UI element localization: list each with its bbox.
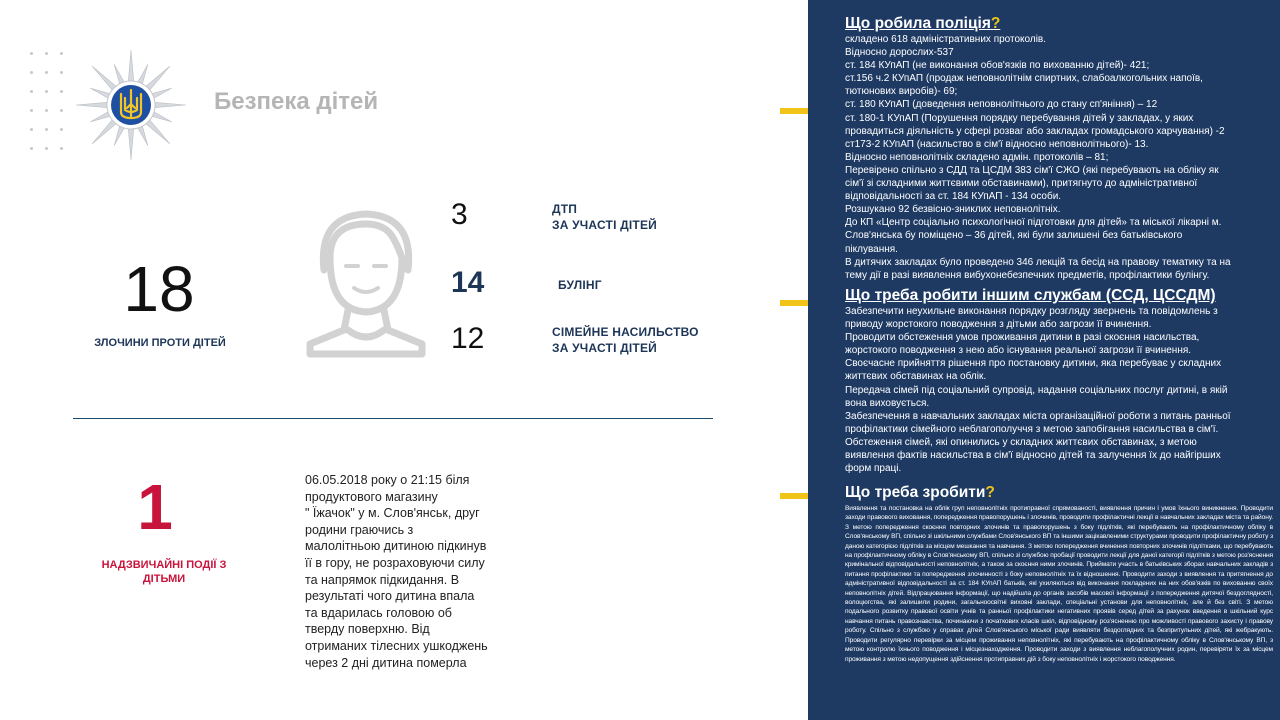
services-action-line: Проводити обстеження умов проживання дитини в разі скоєння насильства, bbox=[845, 332, 1200, 344]
incident-line: через 2 дні дитина померла bbox=[305, 655, 467, 670]
incident-line: тверду поверхню. Від bbox=[305, 622, 430, 637]
incident-line: та вдарилась головою об bbox=[305, 605, 452, 620]
incident-line: її в гору, не розраховуючи силу bbox=[305, 555, 485, 570]
services-action-line: Передача сімей під соціальний супровід, надання соціальних послуг дитині, в якій bbox=[845, 384, 1228, 396]
police-action-line: Розшукано 92 безвісно-зниклих неповнолітніх. bbox=[845, 204, 1061, 216]
police-action-line: сім'ї зі складними життєвими обставинами), притягнуто до адміністративної bbox=[845, 178, 1198, 190]
stat-label-bullying: БУЛІНГ bbox=[558, 278, 602, 292]
todo-text: Виявлення та постановка на облік груп неповнолітніх протиправної спрямованості, виявлення причин і умов їхнього виникнення. Проводити заходи правового виховання, попередження правопорушень і злочинів, проводити профілактичні лекції в навчальних закладах міста та району. З метою попередження скоєння повторних злочинів та правопорушень з боку підлітків, які перебувають на профілактичному обліку в Слов'янському ВП, спільно зі шкільними службами Слов'янського ВП та іншими зацікавленими структурами проводити профілактичну роботу з даною категорією підлітків за місцем мешкання та навчання. З метою попередження вчинення повторних злочинів підлітками, що перебувають на профілактичному обліку в Слов'янському ВП, спільно зі службою пробації проводити лекції для даної категорії підлітків з метою роз'яснення кримінальної відповідальності неповнолітніх, а також за скоєння ними злочинів. Приймати участь в батьківських зборах навчальних закладів з питання профілактики та попередження злочинності з боку неповнолітніх та їх відношення. Проводити заходи з виявлення та притягнення до адміністративної відповідальності за ст. 184 КУпАП батьків, які ухиляються від виконання покладених на них обов'язків по вихованню своїх неповнолітніх дітей. Відпрацювання інформації, що надійшла до органів засобів масової інформації з попередження дитячої бездоглядності, волоцюгства, які залишили родини, загальноосвітні виховні заклади, спеціальні установи для неповнолітніх, але й без світі. З метою подального розвитку правової освіти учнів та ранньої профілактики негативних проявів серед дітей за рахунок введення в шкільний курс навчання питань правознавства, починаючи з початкових класів шкіл, відповідному роз'ясненню про можливості правового захисту і правову роботу. Спільно з службою у справах дітей Слов'янського міської ради виявляти бездоглядних та безпритульних дітей, які жебракують. Проводити регулярно перевірки за місцем проживання неповнолітніх, які перебувають на профілактичному обліку в Слов'янському ВП, з метою контролю їхнього поводження і місцезнаходження. Проводити заходи з виявлення неблагополучних родин, перевіряти їх за місцем проживання з метою недопущення здійснення протиправних дій з боку неповнолітніх і жорстокого поводження. bbox=[845, 505, 1273, 663]
crimes-label: ЗЛОЧИНИ ПРОТИ ДІТЕЙ bbox=[94, 337, 226, 349]
child-avatar-icon bbox=[304, 202, 428, 360]
services-action-line: профілактики сімейного неблагополуччя з метою запобігання насильства в сім'ї. bbox=[845, 423, 1219, 435]
police-action-line: тему дії в разі виявлення вибухонебезпечних предметів, профілактики булінгу. bbox=[845, 269, 1210, 281]
stat-label-family-violence: СІМЕЙНЕ НАСИЛЬСТВО ЗА УЧАСТІ ДІТЕЙ bbox=[552, 325, 699, 355]
incident-line: " Їжачок" у м. Слов'янськ, друг bbox=[305, 506, 480, 521]
stat-value-bullying: 14 bbox=[451, 266, 485, 299]
incident-line: продуктового магазину bbox=[305, 489, 438, 504]
police-action-line: ст.156 ч.2 КУпАП (продаж неповнолітнім спиртних, слабоалкогольних напоїв, bbox=[845, 73, 1203, 85]
services-actions-text bbox=[845, 305, 1271, 475]
police-emblem-icon bbox=[74, 48, 188, 162]
page-title: Безпека дітей bbox=[214, 88, 379, 115]
incident-line: та напрямок підкидання. В bbox=[305, 572, 460, 587]
services-action-line: Своєчасне прийняття рішення про постановку дитини, яка перебуває у складних bbox=[845, 358, 1222, 370]
police-action-line: Слов'янська бу поміщено – 36 дітей, які були залишені без батьківського bbox=[845, 230, 1183, 242]
police-action-line: До КП «Центр соціально психологічної підготовки для дітей» та міської лікарні м. bbox=[845, 217, 1222, 229]
police-action-line: складено 618 адміністративних протоколів. bbox=[845, 34, 1047, 45]
stat-value-family-violence: 12 bbox=[451, 322, 485, 355]
decorative-dot-grid bbox=[30, 52, 64, 156]
police-action-line: ст173-2 КУпАП (насильство в сім'ї відносно неповнолітнього)- 13. bbox=[845, 138, 1149, 150]
info-panel bbox=[808, 0, 1280, 720]
section-divider bbox=[73, 418, 713, 419]
incident-description bbox=[305, 472, 505, 671]
police-action-line: провадиться діяльність у сфері розваг або закладах громадського харчування) -2 bbox=[845, 125, 1225, 137]
services-action-line: вона виховується. bbox=[845, 397, 930, 409]
police-action-line: ст. 180 КУпАП (доведення неповнолітнього до стану сп'яніння) – 12 bbox=[845, 99, 1158, 111]
services-action-line: приводу жорстокого поводження з дітьми або загрози її вчинення. bbox=[845, 319, 1152, 331]
police-action-line: ст. 180-1 КУпАП (Порушення порядку перебування дітей у закладах, у яких bbox=[845, 112, 1194, 124]
incident-line: отриманих тілесних ушкоджень bbox=[305, 638, 488, 653]
police-action-line: Відносно неповнолітніх складено адмін. протоколів – 81; bbox=[845, 151, 1109, 163]
emergency-count: 1 bbox=[137, 471, 173, 543]
services-action-line: Обстеження сімей, які опинились у складних життєвих обставинах, з метою bbox=[845, 436, 1197, 448]
services-action-line: Забезпечити неухильне виконання порядку розгляду звернень та повідомлень з bbox=[845, 306, 1218, 317]
services-action-line: жорстокого поводження з нею або існування реальної загрози її вчинення. bbox=[845, 345, 1192, 357]
incident-line: родини граючись з bbox=[305, 522, 414, 537]
stat-label-dtp: ДТП ЗА УЧАСТІ ДІТЕЙ bbox=[552, 202, 657, 232]
stat-value-dtp: 3 bbox=[451, 198, 468, 231]
police-heading: Що робила поліція? bbox=[845, 15, 1001, 32]
police-action-line: ст. 184 КУпАП (не виконання обов'язків по вихованню дітей)- 421; bbox=[845, 60, 1150, 72]
incident-line: результаті чого дитина впала bbox=[305, 589, 475, 604]
police-action-line: Відносно дорослих-537 bbox=[845, 47, 954, 59]
services-heading: Що треба робити іншим службам (ССД, ЦССДМ) bbox=[845, 287, 1216, 304]
incident-line: 06.05.2018 року о 21:15 біля bbox=[305, 473, 470, 487]
police-action-line: В дитячих закладах було проведено 346 лекцій та бесід на правову тематику та на bbox=[845, 256, 1231, 268]
emergency-label: НАДЗВИЧАЙНІ ПОДІЇ З ДІТЬМИ bbox=[101, 559, 227, 585]
todo-heading: Що треба зробити? bbox=[845, 484, 995, 501]
services-action-line: життєвих обставинах на облік. bbox=[845, 371, 987, 383]
services-action-line: Забезпечення в навчальних закладах міста організаційної роботи з питань ранньої bbox=[845, 410, 1231, 422]
incident-line: малолітньою дитиною підкинув bbox=[305, 539, 487, 554]
police-action-line: піклування. bbox=[845, 243, 898, 255]
services-action-line: виявлення фактів насильства в сім'ї відносно дітей та залучення їх до найгірших bbox=[845, 450, 1221, 462]
crimes-count: 18 bbox=[123, 253, 195, 325]
police-action-line: відповідальності за ст. 184 КУпАП - 134 особи. bbox=[845, 191, 1062, 203]
police-action-line: тютюнових виробів)- 69; bbox=[845, 86, 958, 98]
police-action-line: Перевірено спільно з СДД та ЦСДМ 383 сім'ї СЖО (які перебувають на обліку як bbox=[845, 164, 1219, 176]
police-actions-text bbox=[845, 33, 1271, 282]
services-action-line: форм праці. bbox=[845, 463, 902, 475]
